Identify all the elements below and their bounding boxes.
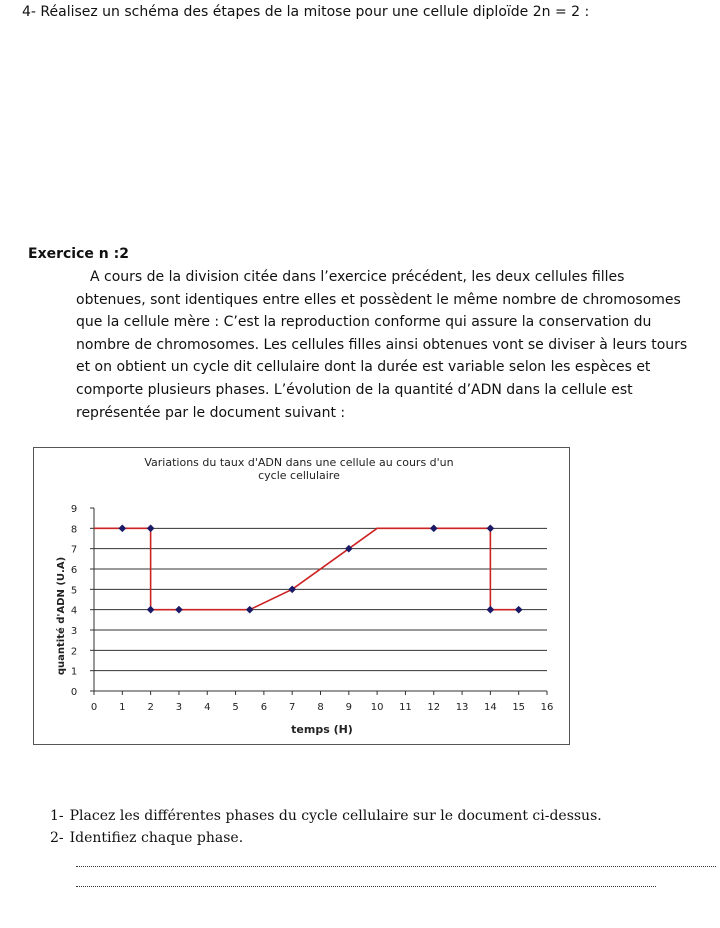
paragraph-line: que la cellule mère : C’est la reproduction conforme qui assure la conservation du: [76, 314, 652, 331]
question-2: [50, 830, 243, 846]
data-point: [487, 525, 494, 532]
x-tick-label: 5: [232, 702, 239, 713]
y-tick-label: 1: [70, 666, 78, 678]
y-tick-label: 3: [70, 626, 78, 637]
data-point: [119, 525, 126, 532]
dna-chart-frame: [33, 447, 570, 745]
question-text: Identifiez chaque phase.: [69, 830, 244, 846]
x-tick-label: 1: [119, 702, 126, 713]
y-tick-label: 9: [70, 504, 78, 515]
data-point: [246, 606, 253, 613]
data-point: [147, 606, 154, 613]
paragraph-line: obtenues, sont identiques entre elles et possèdent le même nombre de chromosomes: [76, 291, 681, 308]
dna-chart: [34, 448, 569, 744]
y-axis-label: quantité d'ADN (U.A): [56, 556, 67, 676]
y-tick-label: 2: [70, 646, 78, 658]
paragraph-line: A cours de la division citée dans l’exercice précédent, les deux cellules filles: [90, 269, 625, 285]
question-4: 4- Réalisez un schéma des étapes de la mitose pour une cellule diploïde 2n = 2 :: [22, 4, 590, 20]
y-tick-label: 0: [70, 687, 78, 698]
exercise-title: Exercice n :2: [28, 246, 129, 262]
chart-title-line1: Variations du taux d'ADN dans une cellule au cours d'un: [144, 456, 454, 469]
x-tick-label: 0: [90, 702, 98, 713]
chart-ticks: [71, 504, 554, 713]
answer-line[interactable]: [76, 866, 716, 867]
x-tick-label: 3: [175, 702, 183, 713]
y-tick-label: 7: [70, 544, 78, 556]
x-tick-label: 2: [147, 702, 154, 713]
chart-title-line2: cycle cellulaire: [258, 469, 340, 482]
x-tick-label: 13: [455, 702, 469, 713]
x-tick-label: 16: [540, 702, 554, 713]
data-point: [515, 606, 522, 613]
question-1: [50, 808, 602, 824]
x-tick-label: 12: [427, 702, 441, 713]
paragraph-line: nombre de chromosomes. Les cellules filles ainsi obtenues vont se diviser à leurs tours: [76, 336, 688, 353]
question-text: Placez les différentes phases du cycle cellulaire sur le document ci-dessus.: [69, 808, 602, 824]
x-tick-label: 7: [289, 702, 296, 713]
answer-line[interactable]: [76, 886, 656, 887]
y-tick-label: 5: [70, 585, 78, 597]
question-number: 1-: [50, 808, 64, 824]
data-point: [175, 606, 182, 613]
data-point: [147, 525, 154, 532]
x-tick-label: 8: [317, 702, 324, 713]
y-tick-label: 4: [70, 605, 78, 617]
data-point: [430, 525, 437, 532]
paragraph-line: comporte plusieurs phases. L’évolution de la quantité d’ADN dans la cellule est: [76, 381, 633, 398]
paragraph-line: et on obtient un cycle dit cellulaire dont la durée est variable selon les espèces et: [76, 359, 651, 376]
chart-grid: [94, 528, 547, 670]
x-tick-label: 9: [345, 702, 352, 713]
data-point: [487, 606, 494, 613]
x-tick-label: 11: [399, 702, 412, 713]
y-tick-label: 6: [70, 565, 78, 576]
x-tick-label: 14: [484, 702, 497, 713]
chart-axes: [94, 508, 547, 691]
x-tick-label: 10: [370, 702, 384, 713]
exercise-paragraph: [76, 266, 716, 424]
question-number: 2-: [50, 830, 64, 846]
y-tick-label: 8: [70, 524, 78, 536]
x-axis-label: temps (H): [291, 723, 353, 736]
x-tick-label: 15: [512, 702, 526, 713]
x-tick-label: 6: [260, 702, 268, 713]
paragraph-line: représentée par le document suivant :: [76, 404, 346, 421]
x-tick-label: 4: [204, 702, 211, 713]
